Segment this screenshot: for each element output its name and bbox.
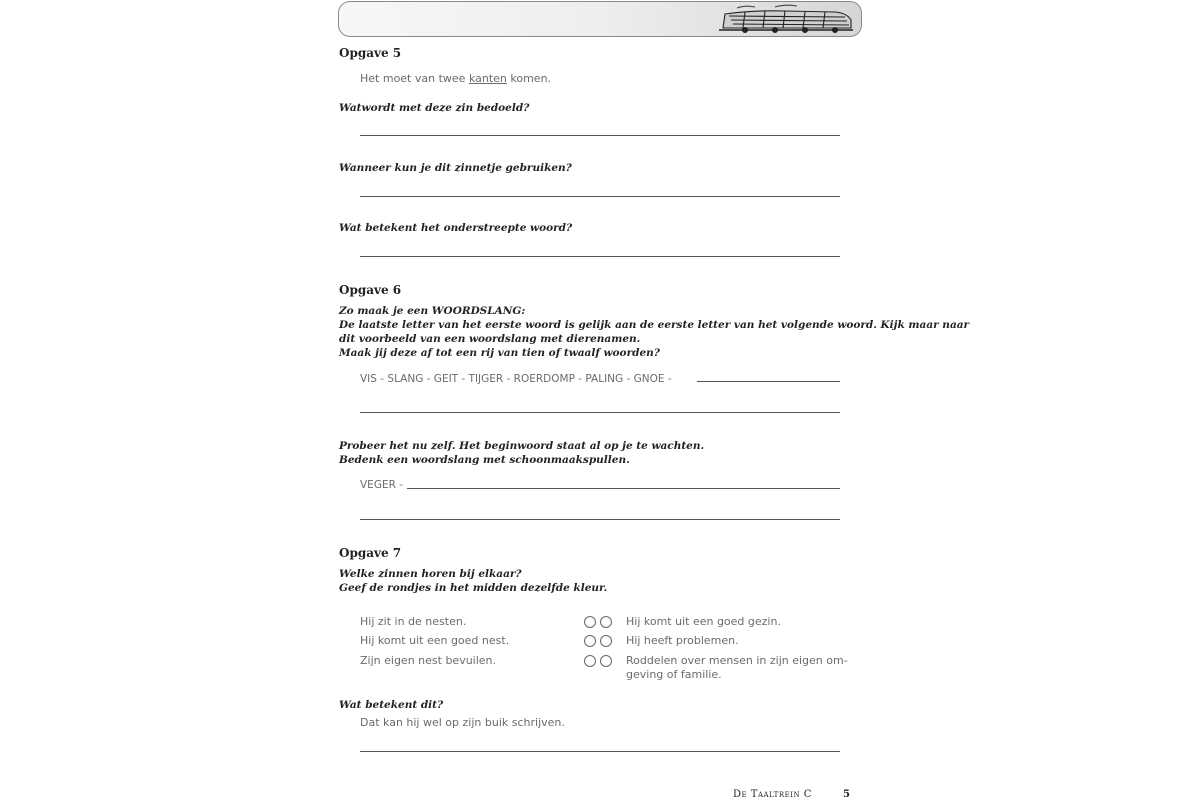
left-phrase-1: Hij zit in de nesten.: [360, 615, 467, 628]
underlined-word: kanten: [468, 72, 507, 85]
left-phrase-2: Hij komt uit een goed nest.: [360, 634, 510, 647]
opgave-6-instruction-1: Zo maak je een WOORDSLANG:: [339, 305, 526, 317]
right-phrase-1: Hij komt uit een goed gezin.: [626, 615, 781, 628]
footer-title: De Taaltrein C: [733, 789, 812, 800]
opgave-6-instruction-2: De laatste letter van het eerste woord is gelijk aan de eerste letter van het volgende woord. Kijk maar naar: [339, 319, 970, 331]
color-circle[interactable]: [600, 635, 612, 647]
circle-pair-1: [584, 616, 612, 628]
header-banner: [338, 1, 862, 37]
train-illustration: [715, 4, 855, 34]
opgave-5-sentence: [360, 72, 551, 85]
answer-line-5-3[interactable]: [360, 256, 840, 257]
opgave-6-instruction-5: Probeer het nu zelf. Het beginwoord staat al op je te wachten.: [339, 440, 705, 452]
opgave-7-sentence: Dat kan hij wel op zijn buik schrijven.: [360, 716, 565, 729]
opgave-5-heading: Opgave 5: [339, 46, 402, 60]
answer-line-5-2[interactable]: [360, 196, 840, 197]
answer-line-6-3[interactable]: [360, 519, 840, 520]
opgave-7-question: Wat betekent dit?: [339, 699, 444, 711]
start-word: VEGER -: [360, 479, 404, 491]
opgave-6-instruction-3: dit voorbeeld van een woordslang met dierenamen.: [339, 333, 641, 345]
page-number: 5: [843, 789, 850, 800]
answer-line-6-example[interactable]: [697, 381, 840, 382]
opgave-5-question-2: Wanneer kun je dit zinnetje gebruiken?: [339, 162, 572, 174]
right-phrase-3-line-1: Roddelen over mensen in zijn eigen om-: [626, 654, 848, 667]
sentence-pre: Het moet van twee: [360, 72, 469, 85]
opgave-5-question-3: Wat betekent het onderstreepte woord?: [339, 222, 573, 234]
opgave-7-instruction-2: Geef de rondjes in het midden dezelfde kleur.: [339, 582, 608, 594]
sentence-post: komen.: [506, 72, 552, 85]
right-phrase-3-line-2: geving of familie.: [626, 668, 722, 681]
color-circle[interactable]: [600, 655, 612, 667]
circle-pair-2: [584, 635, 612, 647]
answer-line-5-1[interactable]: [360, 135, 840, 136]
circle-pair-3: [584, 655, 612, 667]
answer-line-6-2[interactable]: [407, 488, 840, 489]
left-phrase-3: Zijn eigen nest bevuilen.: [360, 654, 497, 667]
opgave-7-heading: Opgave 7: [339, 546, 402, 560]
answer-line-7[interactable]: [360, 751, 840, 752]
answer-line-6-1[interactable]: [360, 412, 840, 413]
word-snake-example: VIS - SLANG - GEIT - TIJGER - ROERDOMP - PALING - GNOE -: [360, 373, 672, 385]
opgave-6-heading: Opgave 6: [339, 283, 402, 297]
opgave-5-question-1: Watwordt met deze zin bedoeld?: [339, 102, 530, 114]
opgave-7-instruction-1: Welke zinnen horen bij elkaar?: [339, 568, 522, 580]
opgave-6-instruction-6: Bedenk een woordslang met schoonmaakspullen.: [339, 454, 630, 466]
right-phrase-2: Hij heeft problemen.: [626, 634, 739, 647]
opgave-6-instruction-4: Maak jij deze af tot een rij van tien of twaalf woorden?: [339, 347, 660, 359]
color-circle[interactable]: [584, 616, 596, 628]
color-circle[interactable]: [584, 655, 596, 667]
color-circle[interactable]: [584, 635, 596, 647]
color-circle[interactable]: [600, 616, 612, 628]
